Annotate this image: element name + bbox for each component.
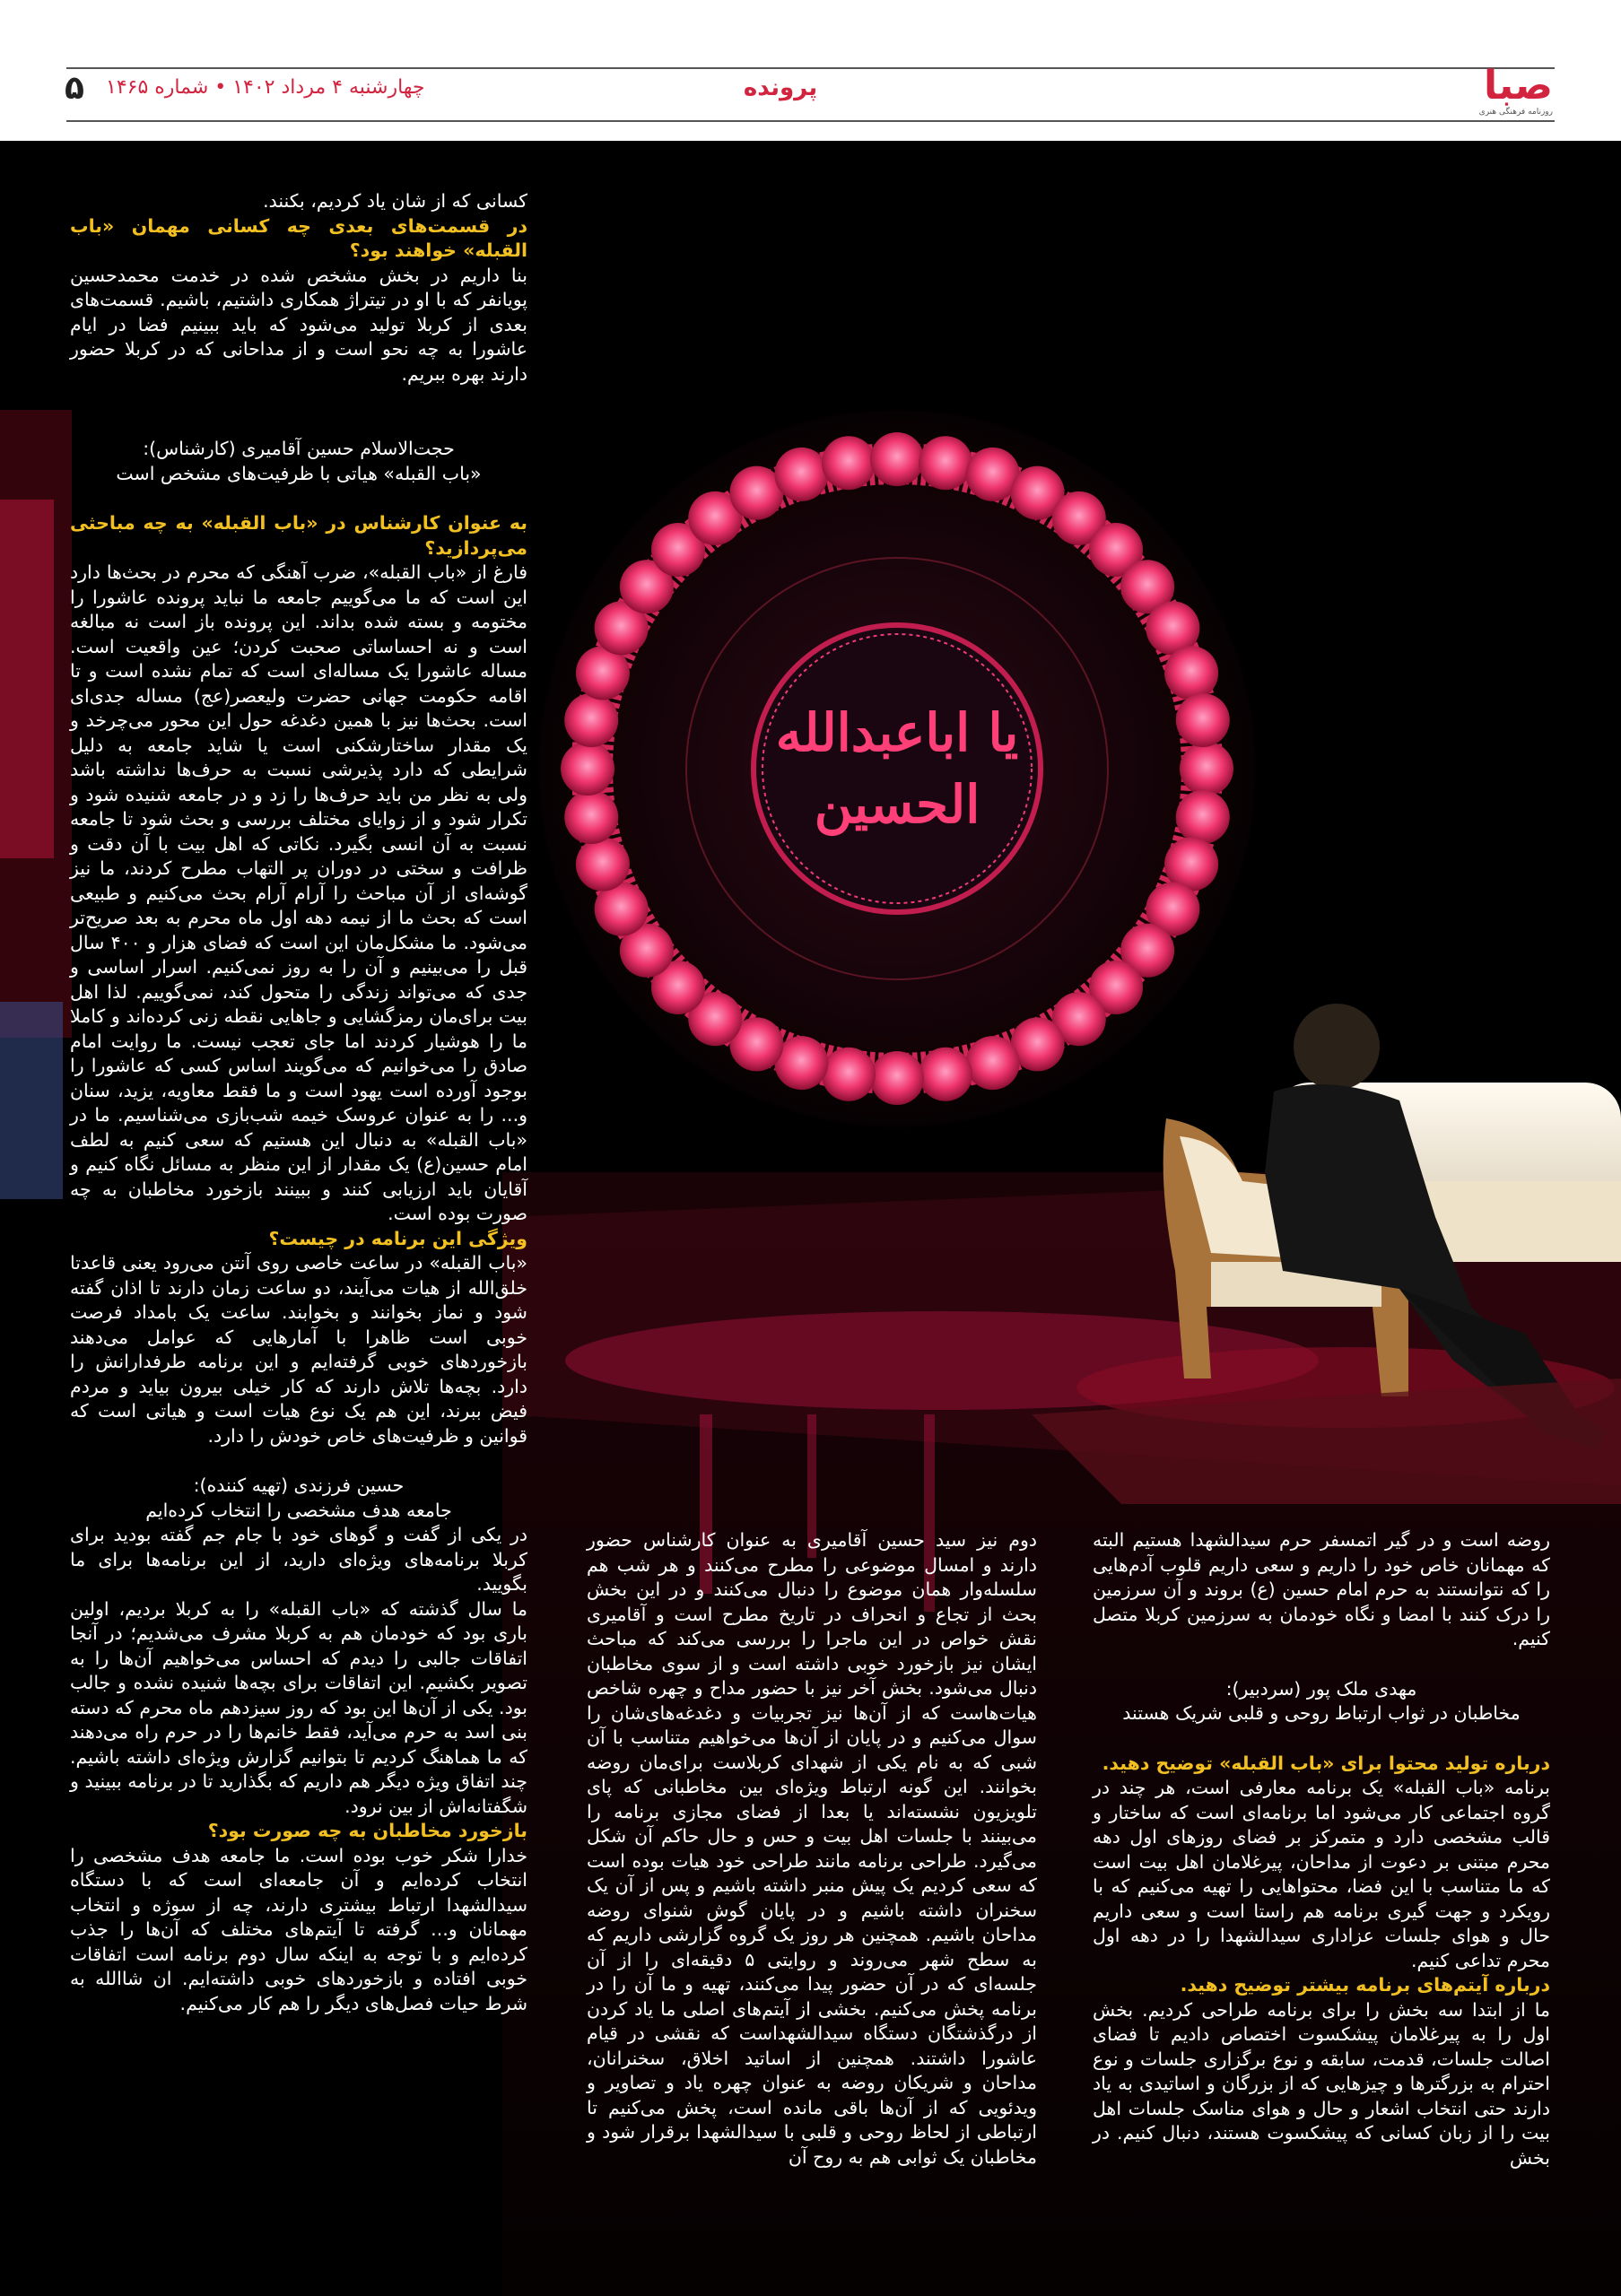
rose-ornament bbox=[561, 742, 614, 796]
rose-ornament bbox=[1164, 646, 1218, 700]
rose-ornament bbox=[1176, 693, 1230, 747]
question-heading: بازخورد مخاطبان به چه صورت بود؟ bbox=[207, 1820, 527, 1841]
rose-ornament bbox=[822, 436, 876, 490]
rose-ornament bbox=[822, 1048, 876, 1101]
question-heading: درباره آیتم‌های برنامه بیشتر توضیح دهید. bbox=[1180, 1974, 1550, 1996]
header-bottom-rule bbox=[66, 120, 1555, 122]
paragraph: دوم نیز سید حسین آقامیری به عنوان کارشناس حضور دارند و امسال موضوعی را مطرح می‌کنند و هر شب هم سلسله‌وار همان موضوع را دنبال می‌کنند و در این بخش بحث از تجاع و انحراف در تاریخ مطرح است و آقامیری نقش خواص در این ماجرا را بررسی می‌کند که مباحث ایشان نیز بازخورد خوبی داشته است و از سوی مخاطبان دنبال می‌شود. بخش آخر نیز با حضور مداح و چهره شاخص هیات‌هاست که از آن‌ها نیز تجربیات و دغدغه‌های‌شان را سوال می‌کنیم و در پایان از آن‌ها می‌خواهیم متناسب با آن شبی که به نام یکی از شهدای کربلاست برای‌مان روضه بخوانند. این گونه ارتباط ویژه‌ای بین مخاطبانی که پای تلویزیون نشسته‌اند یا بعدا از فضای مجازی برنامه را می‌بینند با جلسات اهل بیت و حس و حال حاکم آن شکل می‌گیرد. طراحی برنامه مانند طراحی خود هیات بوده است که سعی کردیم یک پیش منبر داشته باشیم و پس از آن یک سخنران داشته باشیم و در پایان گوش شنوای روضه مداحان باشیم. همچنین هر روز یک گروه گزارشی داریم که به سطح شهر می‌روند و روایتی ۵ دقیقه‌ای را از آن جلسه‌ای که در آن حضور پیدا می‌کنند، تهیه و ما آن را در برنامه پخش می‌کنیم. بخشی از آیتم‌های اصلی ما یاد کردن از درگذشتگان دستگاه سیدالشهداست که نقشی در قیام عاشورا داشتند. همچنین از اساتید اخلاق، سخنرانان، مداحان و شریکان روضه به عنوان چهره یاد و تصاویر و ویدئویی که از آن‌ها باقی مانده است، پخش می‌کنیم تا ارتباطی از لحاظ روحی و قلبی با سیدالشهدا برقرار شود و مخاطبان یک ثوابی هم به روح آن bbox=[587, 1529, 1037, 2168]
rose-ornament bbox=[1176, 790, 1230, 844]
paragraph: در یکی از گفت و گوهای خود با جام جم گفته بودید برای کربلا برنامه‌های ویژه‌ای دارید، از این برنامه‌ها برای ما بگویید. bbox=[70, 1524, 527, 1595]
interviewee-name: حجت‌الاسلام حسین آقامیری (کارشناس): bbox=[143, 438, 455, 459]
rose-ornament bbox=[870, 432, 924, 486]
interview-title: جامعه هدف مشخصی را انتخاب کرده‌ایم bbox=[145, 1499, 452, 1521]
interviewee-name: حسین فرزندی (تهیه کننده): bbox=[193, 1474, 405, 1496]
section-title: پرونده bbox=[743, 74, 818, 101]
calligraphy-line1: یا اباعبدالله bbox=[775, 702, 1019, 763]
rose-ornament bbox=[576, 838, 630, 891]
column-left bbox=[70, 189, 527, 2016]
paragraph: خدارا شکر خوب بوده است. ما جامعه هدف مشخصی را انتخاب کرده‌ایم و آن جامعه‌ای است که با دستگاه سیدالشهدا ارتباط بیشتری دارند، چه از سوژه و انتخاب مهمانان و... گرفته تا آیتم‌های مختلف که آن‌ها را جذب کرده‌ایم و با توجه به اینکه سال دوم برنامه است اتفاقات خوبی افتاده و بازخوردهای خوبی داشته‌ایم. ان شاالله به شرط حیات فصل‌های دیگر را هم کار می‌کنیم. bbox=[70, 1844, 527, 2014]
calligraphy-line2: الحسین bbox=[814, 774, 980, 835]
paragraph: بنا داریم در بخش مشخص شده در خدمت محمدحسین پویانفر که با او در تیتراژ همکاری داشتیم، باشیم. قسمت‌های بعدی از کربلا تولید می‌شود که باید ببینیم فضا در ایام عاشورا به چه نحو است و از مداحانی که در کربلا حضور دارند بهره ببریم. bbox=[70, 264, 527, 385]
page-number: ۵ bbox=[65, 70, 84, 107]
paragraph: ما از ابتدا سه بخش را برای برنامه طراحی کردیم. بخش اول را به پیرغلامان پیشکسوت اختصاص دادیم تا فضای اصالت جلسات، قدمت، سابقه و نوع برگزاری جلسات و نوع احترام به بزرگترها و چیزهایی که از بزرگان و اساتیدی به یاد دارند حتی انتخاب اشعار و حال و هوای مناسک جلسات اهل بیت را از زبان کسانی که پیشکسوت هستند، دنبال کنیم. در بخش bbox=[1093, 1998, 1550, 2169]
paragraph: «باب القبله» در ساعت خاصی روی آنتن می‌رود یعنی قاعدتا خلق‌الله از هیات می‌آیند، دو ساعت زمان دارند تا اذان گفته شود و نماز بخوانند و بخوابند. ساعت یک بامداد فرصت خوبی است ظاهرا با آمارهایی که عوامل می‌دهند بازخوردهای خوبی گرفته‌ایم و این برنامه طرفدارانش را دارد. بچه‌ها تلاش دارند که کار خیلی بیرون بیاید و مردم فیض ببرند، این هم یک نوع هیات است و هیاتی است که قوانین و ظرفیت‌های خاص خودش را دارد. bbox=[70, 1252, 527, 1447]
header-top-rule bbox=[66, 67, 1555, 69]
paragraph: برنامه «باب القبله» یک برنامه معارفی است، هر چند در گروه اجتماعی کار می‌شود اما برنامه‌ای است که ساختار و قالب مشخصی دارد و متمرکز بر فضای روزهای اول دهه محرم مبتنی بر دعوت از مداحان، پیرغلامان اهل بیت است که ما متناسب با این فضا، محتواهایی را تهیه می‌کنیم که با رویکرد و جهت گیری برنامه هم راستا است و سعی داریم حال و هوای جلسات عزاداری سیدالشهدا را در دهه اول محرم تداعی کنیم. bbox=[1093, 1777, 1550, 1971]
paragraph: ما سال گذشته که «باب القبله» را به کربلا بردیم، اولین باری بود که خودمان هم به کربلا مشرف می‌شدیم؛ در آنجا اتفاقات جالبی را دیدم که احساس می‌خواهیم آن‌ها را به تصویر بکشیم. این اتفاقات برای بچه‌ها شنیده نشده و جالب بود. یکی از آن‌ها این بود که روز سیزدهم ماه محرم که دسته بنی اسد به حرم می‌آید، فقط خانم‌ها را در حرم راه می‌دهند که ما هماهنگ کردیم تا بتوانیم گزارش ویژه‌ای داشته باشیم. چند اتفاق ویژه دیگر هم داریم که بگذارید تا در برنامه ببینید و شگفتانه‌اش از بین نرود. bbox=[70, 1597, 527, 1817]
paragraph: کسانی که از شان یاد کردیم، بکنند. bbox=[263, 190, 527, 212]
interview-title: مخاطبان در ثواب ارتباط روحی و قلبی شریک هستند bbox=[1122, 1702, 1521, 1724]
rose-ornament bbox=[1180, 742, 1233, 796]
logo-text: صبا bbox=[1484, 63, 1553, 109]
date-issue: چهارشنبه ۴ مرداد ۱۴۰۲ • شماره ۱۴۶۵ bbox=[106, 76, 425, 99]
question-heading: به عنوان کارشناس در «باب القبله» به چه مباحثی می‌پردازید؟ bbox=[70, 512, 527, 559]
paragraph: فارغ از «باب القبله»، ضرب آهنگی که محرم در بحث‌ها دارد این است که ما می‌گوییم جامعه ما نباید پرونده عاشورا را مختومه و بسته شده بداند. این پرونده باز است نه مبالغه است و نه احساساتی صحبت کردن؛ عین واقعیت است. مساله عاشورا یک مساله‌ای است که تمام نشده است و تا اقامه حکومت جهانی حضرت ولیعصر(عج) مساله جدی‌ای است. بحث‌ها نیز با همین دغدغه حول این محور می‌چرخد و یک مقدار ساختارشکنی است یا شاید جامعه به دلیل شرایطی که دارد پذیرشی نسبت به حرف‌ها نداشته باشد ولی به نظر من باید حرف‌ها را زد و در جامعه شنیده شود و تکرار شود و از زوایای مختلف بررسی و بحث شود تا جامعه نسبت به آن انسی بگیرد. نکاتی که اهل بیت با آن دقت و ظرافت و سختی در دوران پر التهاب مطرح کردند، ما نیز گوشه‌ای از آن مباحث را آرام آرام بحث می‌کنیم و طبیعی است که بحث ما از نیمه دهه اول ماه محرم به بعد صریح‌تر می‌شود. ما مشکل‌مان این است که فضای هزار و ۴۰۰ سال قبل را می‌بینیم و آن را به روز نمی‌کنیم. اسرار اساسی و جدی که می‌تواند زندگی را متحول کند، نمی‌گوییم. لذا اهل بیت برای‌مان رمزگشایی و جاهایی نقطه زنی کرده‌اند و کاملا ما را هوشیار کردند اما جای تعجب نیست. ما روایت امام صادق را می‌خوانیم که می‌گویند اساس کسی که عاشورا را بوجود آورده است یهود است و ما فقط معاویه، یزید، سنان و... را به عنوان عروسک خیمه شب‌بازی می‌شناسیم. ما در «باب القبله» به دنبال این هستیم که سعی کنیم به لطف امام حسین(ع) یک مقدار از این منظر به مسائل نگاه کنیم و آقایان باید ارزیابی کنند و ببینند بازخورد مخاطبان به چه صورت بوده است. bbox=[70, 561, 527, 1224]
rose-ornament bbox=[564, 790, 618, 844]
rose-ornament bbox=[966, 1036, 1020, 1090]
interviewee-name: مهدی ملک پور (سردبیر): bbox=[1225, 1677, 1417, 1700]
header-bar bbox=[0, 0, 1621, 141]
newspaper-logo[interactable] bbox=[1463, 65, 1553, 118]
interview-title: «باب القبله» هیاتی با ظرفیت‌های مشخص است bbox=[116, 462, 482, 484]
column-middle bbox=[587, 1528, 1037, 2170]
rose-ornament bbox=[774, 448, 828, 501]
seated-guest bbox=[1294, 1004, 1380, 1090]
column-right bbox=[1093, 1528, 1550, 2170]
rose-ornament bbox=[919, 1048, 972, 1101]
question-heading: در قسمت‌های بعدی چه کسانی مهمان «باب القبله» خواهند بود؟ bbox=[70, 214, 527, 261]
rose-ornament bbox=[564, 693, 618, 747]
paragraph: روضه است و در گیر اتمسفر حرم سیدالشهدا هستیم البته که مهمانان خاص خود را داریم و سعی داریم قلوب آدم‌هایی را که نتوانستند به حرم امام حسین (ع) بروند و آن سرزمین را درک کنند با امضا و نگاه خودمان به سرزمین کربلا متصل کنیم. bbox=[1093, 1529, 1550, 1649]
rose-ornament bbox=[870, 1051, 924, 1105]
logo-subtitle: روزنامه فرهنگی هنری bbox=[1478, 108, 1553, 117]
rose-ornament bbox=[919, 436, 972, 490]
question-heading: ویژگی این برنامه در چیست؟ bbox=[268, 1227, 527, 1249]
question-heading: درباره تولید محتوا برای «باب القبله» توضیح دهید. bbox=[1102, 1752, 1550, 1774]
